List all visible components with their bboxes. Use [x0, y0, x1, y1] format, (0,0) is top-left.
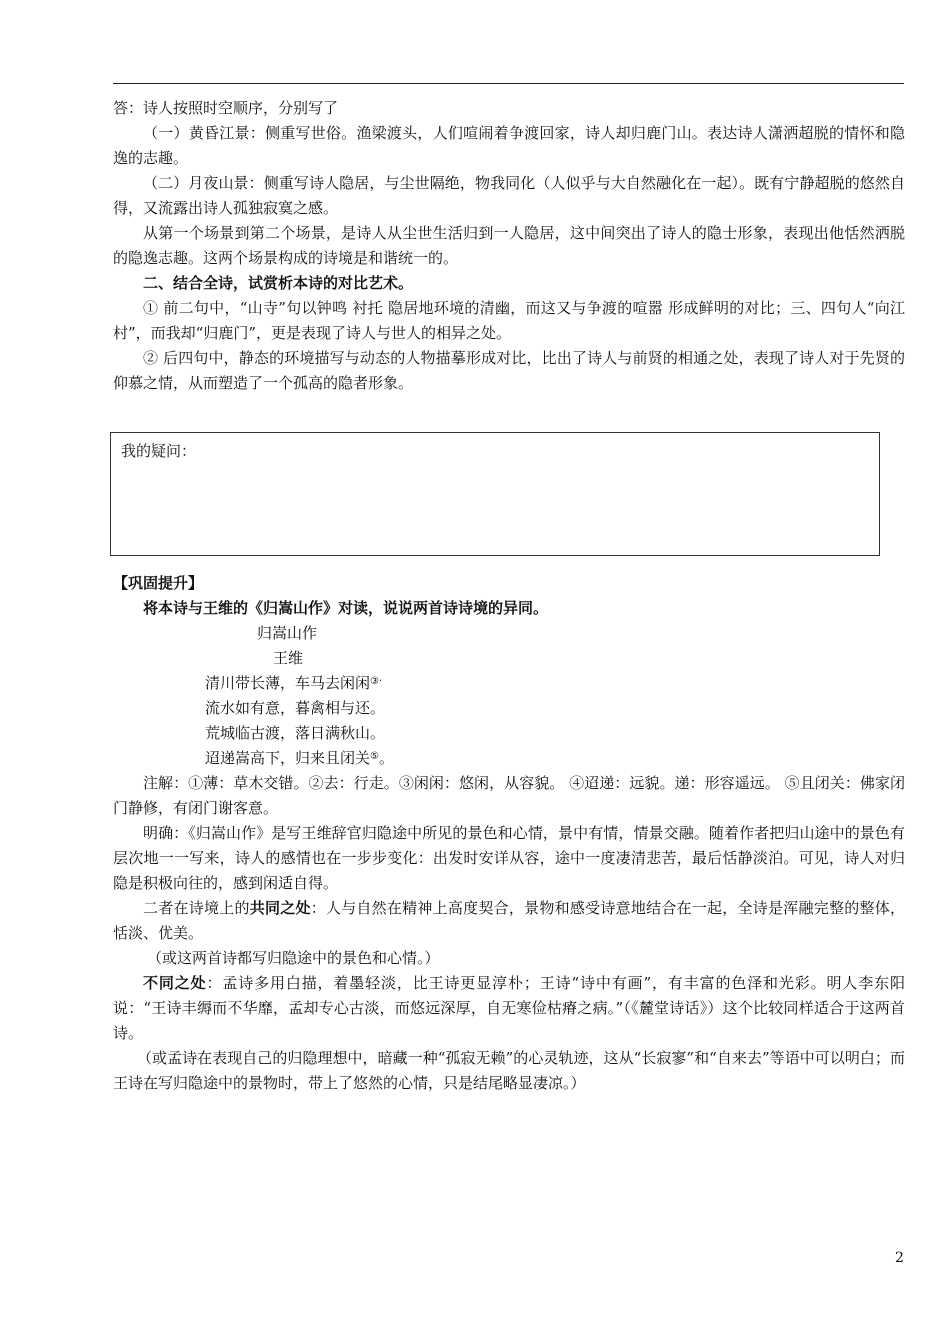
poem-line	[205, 671, 382, 696]
contrast-point-two: ② 后四句中，静态的环境描写与动态的人物描摹形成对比，比出了诗人与前贤的相通之处，表现了诗人对于先贤的仰慕之情，从而塑造了一个孤高的隐者形象。	[113, 349, 905, 392]
similarities-text: ：人与自然在精神上高度契合，景物和感受诗意地结合在一起，全诗是浑融完整的整体，恬淡、优美。	[113, 899, 905, 942]
similarities-paragraph	[113, 896, 905, 946]
scene-one-paragraph: （一）黄昏江景：侧重写世俗。渔梁渡头，人们喧闹着争渡回家，诗人却归鹿门山。表达诗人潇洒超脱的情怀和隐逸的志趣。	[113, 124, 905, 167]
section-title: 【巩固提升】	[113, 574, 204, 592]
poem-title: 归嵩山作	[257, 624, 318, 642]
explanation-paragraph: 明确：《归嵩山作》是写王维辞官归隐途中所见的景色和心情，景中有情，情景交融。随着作者把归山途中的景色有层次地一一写来，诗人的感情也在一步步变化：出发时安详从容，途中一度凄清悲苦，最后恬静淡泊。可见，诗人对归隐是积极向往的，感到闲适自得。	[113, 824, 905, 892]
poem-line: 流水如有意，暮禽相与还。	[205, 699, 386, 717]
poem-line-text: 迢递嵩高下，归来且闭关	[205, 749, 371, 767]
poem-line-text: 清川带长薄，车马去闲闲	[205, 674, 371, 692]
question-two-heading: 二、结合全诗，试赏析本诗的对比艺术。	[143, 274, 414, 292]
my-questions-box[interactable]	[110, 432, 880, 556]
annotations: 注解：①薄：草木交错。②去：行走。③闲闲：悠闲，从容貌。 ④迢递：远貌。递：形容遥远。 ⑤且闭关：佛家闭门静修，有闭门谢客意。	[113, 774, 905, 817]
page-number: 2	[895, 1250, 904, 1266]
poem-line: 荒城临古渡，落日满秋山。	[205, 724, 386, 742]
summary-paragraph: 从第一个场景到第二个场景，是诗人从尘世生活归到一人隐居，这中间突出了诗人的隐士形象，表现出他恬然洒脱的隐逸志趣。这两个场景构成的诗境是和谐统一的。	[113, 224, 905, 267]
contrast-point-one: ① 前二句中，“山寺”句以钟鸣 衬托 隐居地环境的清幽，而这又与争渡的喧嚣 形成鲜明的对比；三、四句人“向江村”，而我却“归鹿门”，更是表现了诗人与世人的相异之处。	[113, 299, 905, 342]
differences-alternative: （或孟诗在表现自己的归隐理想中，暗藏一种“孤寂无赖”的心灵轨迹，这从“长寂寥”和“自来去”等语中可以明白；而王诗在写归隐途中的景物时，带上了悠然的心情，只是结尾略显凄凉。）	[113, 1049, 905, 1092]
similarities-alternative: （或这两首诗都写归隐途中的景色和心情。）	[147, 949, 440, 967]
footnote-mark: ③·	[370, 676, 383, 687]
similarities-label: 共同之处	[249, 899, 311, 917]
differences-label: 不同之处	[143, 974, 207, 992]
poem-line	[205, 746, 394, 771]
scene-two-paragraph: （二）月夜山景：侧重写诗人隐居，与尘世隔绝，物我同化（人似乎与大自然融化在一起）。既有宁静超脱的悠然自得，又流露出诗人孤独寂寞之感。	[113, 174, 905, 217]
header-rule	[113, 83, 904, 84]
poem-author: 王维	[273, 649, 304, 667]
differences-text: ：孟诗多用白描，着墨轻淡，比王诗更显淳朴；王诗“诗中有画”，有丰富的色泽和光彩。明人李东阳说：“王诗丰缛而不华靡，孟却专心古淡，而悠远深厚，自无寒俭枯瘠之病。”（《麓堂诗话》）这个比较同样适合于这两首诗。	[113, 974, 905, 1042]
footnote-mark: ⑤	[370, 751, 379, 762]
poem-line-end: 。	[378, 749, 394, 767]
my-questions-label: 我的疑问：	[121, 442, 197, 460]
comparison-task: 将本诗与王维的《归嵩山作》对读，说说两首诗诗境的异同。	[143, 599, 549, 617]
answer-intro: 答：诗人按照时空顺序，分别写了	[113, 99, 339, 117]
similarities-prefix: 二者在诗境上的	[143, 899, 250, 917]
differences-paragraph	[113, 971, 905, 1046]
